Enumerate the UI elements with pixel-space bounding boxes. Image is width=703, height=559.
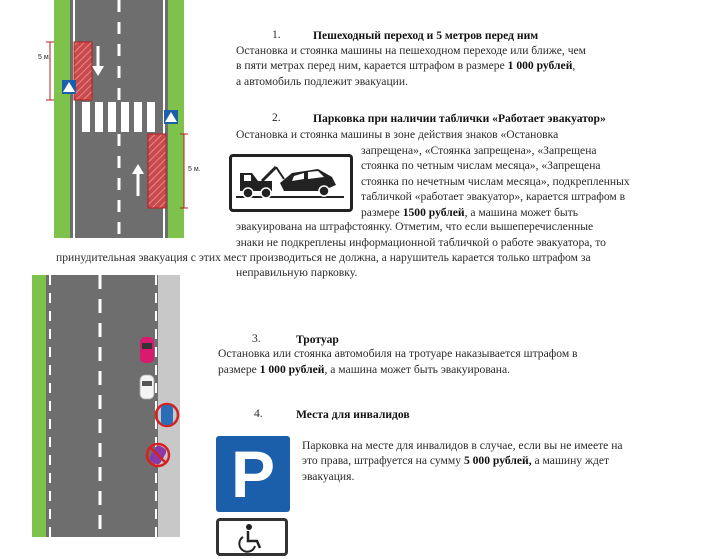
distance-label-top: 5 м. bbox=[38, 54, 51, 61]
section-2-line-4: стоянка по нечетным числам месяца», подкрепленных bbox=[361, 175, 630, 188]
section-1-title: Пешеходный переход и 5 метров перед ним bbox=[313, 29, 539, 42]
crosswalk-road-diagram bbox=[34, 0, 204, 238]
section-2-line-3: стоянка по четным числам месяца», «Запрещена bbox=[361, 159, 601, 172]
tow-truck-icon bbox=[232, 157, 350, 209]
parking-sign bbox=[216, 436, 290, 512]
section-3-line-2: размере 1 000 рублей, а машина может быть эвакуирована. bbox=[218, 363, 511, 376]
fine-amount: 1 000 рублей bbox=[507, 59, 573, 72]
section-2-line-2: запрещена», «Стоянка запрещена», «Запрещена bbox=[361, 144, 597, 157]
section-1-line-3: а автомобиль подлежит эвакуации. bbox=[236, 75, 408, 88]
section-4-title: Места для инвалидов bbox=[296, 408, 410, 421]
tow-truck-sign bbox=[229, 154, 353, 212]
section-4-line-2: это права, штрафуется на сумму 5 000 рублей, а машину ждет bbox=[302, 454, 610, 467]
fine-amount: 1 000 рублей bbox=[259, 363, 325, 376]
section-2-line-10: неправильную парковку. bbox=[236, 266, 358, 279]
fine-amount: 1500 рублей bbox=[402, 206, 465, 219]
sidewalk-road-diagram bbox=[30, 275, 182, 537]
section-1-line-2: в пяти метрах перед ним, карается штрафом в размере 1 000 рублей, bbox=[236, 59, 576, 72]
section-2-line-5: табличкой «работает эвакуатор», карается штрафом в bbox=[361, 190, 626, 203]
section-2-line-7: эвакуирована на штрафстоянку. Отметим, что если вышеперечисленные bbox=[236, 220, 594, 233]
section-2-number: 2. bbox=[272, 111, 281, 124]
section-1-number: 1. bbox=[272, 28, 281, 41]
section-2-line-1: Остановка и стоянка машины в зоне действия знаков «Остановка bbox=[236, 128, 559, 141]
section-2-title: Парковка при наличии таблички «Работает эвакуатор» bbox=[313, 112, 606, 125]
section-4-line-3: эвакуация. bbox=[302, 470, 355, 483]
section-4-number: 4. bbox=[254, 407, 263, 420]
fine-amount: 5 000 рублей, bbox=[463, 454, 532, 467]
wheelchair-icon bbox=[219, 521, 285, 553]
section-3-number: 3. bbox=[252, 332, 261, 345]
section-2-line-6: размере 1500 рублей, а машина может быть bbox=[361, 206, 579, 219]
section-3-title: Тротуар bbox=[296, 333, 339, 346]
disabled-parking-plate bbox=[216, 518, 288, 556]
section-4-line-1: Парковка на месте для инвалидов в случае, если вы не имеете на bbox=[302, 439, 623, 452]
section-3-line-1: Остановка или стоянка автомобиля на тротуаре наказывается штрафом в bbox=[218, 347, 578, 360]
parking-letter: P bbox=[230, 437, 276, 511]
distance-label-bottom: 5 м. bbox=[188, 166, 201, 173]
section-1-line-1: Остановка и стоянка машины на пешеходном переходе или ближе, чем bbox=[236, 44, 587, 57]
section-2-line-8: знаки не подкреплены информационной табличкой о работе эвакуатора, то bbox=[236, 236, 606, 249]
section-2-line-9: принудительная эвакуация с этих мест производиться не должна, а нарушитель карается только штрафом за bbox=[56, 251, 591, 264]
